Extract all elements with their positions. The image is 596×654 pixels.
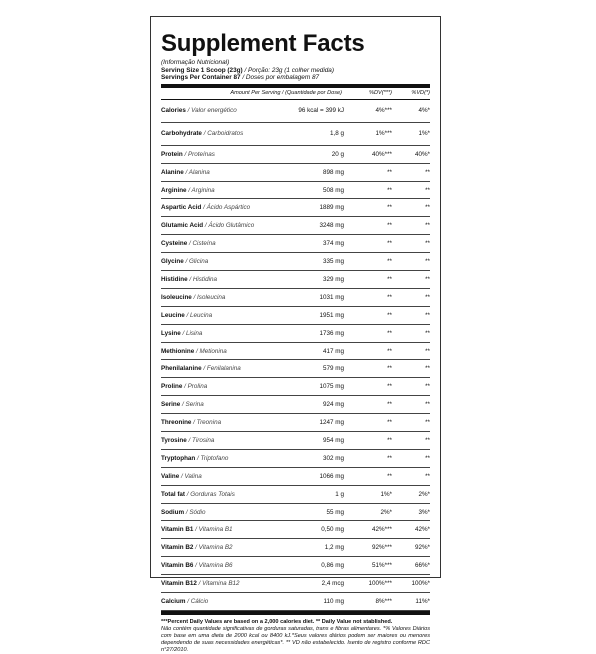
nutrient-name: Total fat / Gorduras Totais bbox=[161, 490, 235, 498]
nutrient-row bbox=[161, 504, 430, 522]
nutrient-dv-us: ** bbox=[387, 258, 392, 266]
nutrient-name: Carbohydrate / Carboidratos bbox=[161, 130, 244, 138]
nutrient-amount: 2,4 mcg bbox=[321, 580, 344, 588]
serving-size: Serving Size 1 Scoop (23g) / Porção: 23g (1 colher medida) bbox=[161, 66, 334, 74]
nutrient-dv-us: 51%*** bbox=[372, 562, 392, 570]
nutrient-amount: 0,50 mg bbox=[321, 526, 344, 534]
nutrient-dv-us: 92%*** bbox=[372, 544, 392, 552]
nutrient-dv-us: ** bbox=[387, 365, 392, 373]
nutrient-dv-us: 8%*** bbox=[375, 597, 392, 605]
nutrient-vd-br: ** bbox=[425, 311, 430, 319]
nutrient-vd-br: ** bbox=[425, 293, 430, 301]
nutrient-dv-us: ** bbox=[387, 401, 392, 409]
nutrient-amount: 55 mg bbox=[326, 508, 344, 516]
nutrient-name: Phenilalanine / Fenilalanina bbox=[161, 365, 241, 373]
nutrient-row bbox=[161, 468, 430, 486]
nutrient-vd-br: 40%* bbox=[414, 150, 430, 158]
nutrient-vd-br: ** bbox=[425, 240, 430, 248]
nutrient-name: Tyrosine / Tirosina bbox=[161, 436, 215, 444]
nutrient-amount: 110 mg bbox=[323, 597, 344, 605]
nutrient-name: Valine / Valina bbox=[161, 472, 202, 480]
nutrient-vd-br: ** bbox=[425, 419, 430, 427]
nutrient-amount: 1,2 mg bbox=[324, 544, 344, 552]
nutrient-dv-us: 4%*** bbox=[375, 107, 392, 115]
nutrient-name: Lysine / Lisina bbox=[161, 329, 203, 337]
nutrient-row bbox=[161, 521, 430, 539]
nutrient-dv-us: 1%*** bbox=[375, 130, 392, 138]
bottom-divider bbox=[161, 611, 430, 615]
nutrient-name: Calories / Valor energético bbox=[161, 107, 237, 115]
nutrient-amount: 579 mg bbox=[322, 365, 344, 373]
dv1-header: %DV(***) bbox=[368, 90, 392, 97]
nutrient-dv-us: 2%* bbox=[380, 508, 392, 516]
nutrient-amount: 924 mg bbox=[322, 401, 344, 409]
nutrient-row bbox=[161, 557, 430, 575]
nutrient-amount: 1,8 g bbox=[329, 130, 344, 138]
nutrient-name: Isoleucine / Isoleucina bbox=[161, 293, 226, 301]
nutrient-name: Histidine / Histidina bbox=[161, 275, 217, 283]
nutrient-amount: 20 g bbox=[331, 150, 344, 158]
nutrient-vd-br: ** bbox=[425, 275, 430, 283]
nutrient-row bbox=[161, 217, 430, 235]
nutrient-table bbox=[161, 100, 430, 611]
nutrient-row bbox=[161, 450, 430, 468]
nutrient-name: Arginine / Arginina bbox=[161, 186, 215, 194]
subtitle: (Informação Nutricional) bbox=[161, 59, 230, 66]
nutrient-amount: 954 mg bbox=[322, 436, 344, 444]
nutrient-row bbox=[161, 360, 430, 378]
nutrient-dv-us: ** bbox=[387, 240, 392, 248]
nutrient-vd-br: 42%* bbox=[414, 526, 430, 534]
nutrient-name: Aspartic Acid / Ácido Aspártico bbox=[161, 204, 251, 212]
nutrient-name: Glycine / Glicina bbox=[161, 258, 209, 266]
nutrient-amount: 898 mg bbox=[322, 168, 344, 176]
nutrient-dv-us: ** bbox=[387, 454, 392, 462]
nutrient-dv-us: ** bbox=[387, 186, 392, 194]
nutrient-row bbox=[161, 343, 430, 361]
nutrient-dv-us: ** bbox=[387, 311, 392, 319]
footnote bbox=[161, 619, 430, 654]
nutrient-amount: 329 mg bbox=[322, 275, 344, 283]
nutrient-name: Vitamin B12 / Vitamina B12 bbox=[161, 580, 240, 588]
nutrient-vd-br: ** bbox=[425, 204, 430, 212]
nutrient-dv-us: ** bbox=[387, 293, 392, 301]
nutrient-row bbox=[161, 253, 430, 271]
nutrient-name: Serine / Serina bbox=[161, 401, 204, 409]
nutrient-name: Vitamin B2 / Vitamina B2 bbox=[161, 544, 233, 552]
nutrient-amount: 417 mg bbox=[322, 347, 344, 355]
nutrient-vd-br: 66%* bbox=[414, 562, 430, 570]
nutrient-name: Vitamin B6 / Vitamina B6 bbox=[161, 562, 233, 570]
nutrient-amount: 374 mg bbox=[322, 240, 344, 248]
nutrient-dv-us: ** bbox=[387, 419, 392, 427]
nutrient-amount: 335 mg bbox=[322, 258, 344, 266]
panel-title: Supplement Facts bbox=[161, 30, 365, 57]
nutrient-row bbox=[161, 289, 430, 307]
nutrient-name: Glutamic Acid / Ácido Glutâmico bbox=[161, 222, 255, 230]
nutrient-row bbox=[161, 271, 430, 289]
nutrient-vd-br: 92%* bbox=[414, 544, 430, 552]
nutrient-name: Vitamin B1 / Vitamina B1 bbox=[161, 526, 233, 534]
supplement-facts-panel bbox=[150, 16, 441, 653]
nutrient-amount: 96 kcal = 399 kJ bbox=[298, 107, 344, 115]
nutrient-name: Methionine / Metionina bbox=[161, 347, 227, 355]
nutrient-vd-br: 11%* bbox=[415, 597, 430, 605]
nutrient-name: Alanine / Alanina bbox=[161, 168, 210, 176]
nutrient-dv-us: ** bbox=[387, 275, 392, 283]
nutrient-dv-us: ** bbox=[387, 472, 392, 480]
nutrient-amount: 1951 mg bbox=[319, 311, 344, 319]
nutrient-row bbox=[161, 164, 430, 182]
nutrient-row bbox=[161, 575, 430, 593]
nutrient-vd-br: ** bbox=[425, 383, 430, 391]
nutrient-row bbox=[161, 378, 430, 396]
nutrient-row bbox=[161, 396, 430, 414]
nutrient-row bbox=[161, 235, 430, 253]
footnote-bold: ***Percent Daily Values are based on a 2,000 calories diet. ** Daily Value not stablished. bbox=[161, 618, 393, 625]
nutrient-amount: 1066 mg bbox=[319, 472, 344, 480]
nutrient-row bbox=[161, 123, 430, 146]
nutrient-amount: 1736 mg bbox=[319, 329, 344, 337]
nutrient-dv-us: ** bbox=[387, 329, 392, 337]
nutrient-row bbox=[161, 325, 430, 343]
nutrient-vd-br: ** bbox=[425, 329, 430, 337]
nutrient-vd-br: ** bbox=[425, 365, 430, 373]
nutrient-row bbox=[161, 199, 430, 217]
nutrient-row bbox=[161, 182, 430, 200]
nutrient-vd-br: ** bbox=[425, 258, 430, 266]
nutrient-amount: 1075 mg bbox=[319, 383, 344, 391]
nutrient-dv-us: 100%*** bbox=[368, 580, 392, 588]
nutrient-vd-br: 2%* bbox=[418, 490, 430, 498]
nutrient-dv-us: ** bbox=[387, 347, 392, 355]
nutrient-row bbox=[161, 539, 430, 557]
nutrient-name: Leucine / Leucina bbox=[161, 311, 213, 319]
nutrient-row bbox=[161, 414, 430, 432]
nutrient-vd-br: ** bbox=[425, 472, 430, 480]
nutrient-amount: 1031 mg bbox=[319, 293, 344, 301]
amount-header: Amount Per Serving / (Quantidade por Dose) bbox=[230, 90, 342, 97]
nutrient-vd-br: ** bbox=[425, 454, 430, 462]
nutrient-vd-br: ** bbox=[425, 401, 430, 409]
nutrient-name: Protein / Proteínas bbox=[161, 150, 215, 158]
nutrient-dv-us: 42%*** bbox=[372, 526, 392, 534]
nutrient-dv-us: ** bbox=[387, 383, 392, 391]
nutrient-vd-br: 100%* bbox=[411, 580, 430, 588]
nutrient-row bbox=[161, 146, 430, 164]
nutrient-amount: 3248 mg bbox=[319, 222, 344, 230]
nutrient-row bbox=[161, 307, 430, 325]
footnote-italic: Não contém quantidade significativas de gorduras saturadas, trans e fibras alimentares. *% Valores Diários com base em uma dieta de 2000 kcal ou 8400 kJ.*Seus valores diários podem ser maiores ou menores dependendo de suas necessidades energéticas*. ** VD não estabelecido. Isento de registro conforme RDC n°27/2010. bbox=[161, 625, 430, 653]
nutrient-name: Sodium / Sódio bbox=[161, 508, 206, 516]
nutrient-dv-us: ** bbox=[387, 168, 392, 176]
servings-per-container: Servings Per Container 87 / Doses por embalagem 87 bbox=[161, 74, 320, 82]
nutrient-name: Cysteine / Cisteína bbox=[161, 240, 216, 248]
nutrient-dv-us: ** bbox=[387, 204, 392, 212]
nutrient-vd-br: 3%* bbox=[418, 508, 430, 516]
nutrient-dv-us: 1%* bbox=[380, 490, 392, 498]
column-header bbox=[161, 88, 430, 100]
nutrient-name: Tryptophan / Triptofano bbox=[161, 454, 229, 462]
dv2-header: %VD(*) bbox=[411, 90, 430, 97]
nutrient-dv-us: ** bbox=[387, 436, 392, 444]
nutrient-vd-br: ** bbox=[425, 186, 430, 194]
nutrient-vd-br: 1%* bbox=[418, 130, 430, 138]
nutrient-vd-br: 4%* bbox=[418, 107, 430, 115]
nutrient-dv-us: 40%*** bbox=[372, 150, 392, 158]
nutrient-name: Threonine / Treonina bbox=[161, 419, 222, 427]
nutrient-amount: 508 mg bbox=[322, 186, 344, 194]
nutrient-name: Calcium / Cálcio bbox=[161, 597, 209, 605]
nutrient-amount: 1247 mg bbox=[319, 419, 344, 427]
nutrient-vd-br: ** bbox=[425, 168, 430, 176]
nutrient-row bbox=[161, 486, 430, 504]
nutrient-amount: 0,86 mg bbox=[321, 562, 344, 570]
nutrient-row bbox=[161, 432, 430, 450]
nutrient-dv-us: ** bbox=[387, 222, 392, 230]
nutrient-vd-br: ** bbox=[425, 436, 430, 444]
nutrient-amount: 1889 mg bbox=[319, 204, 344, 212]
nutrient-amount: 1 g bbox=[335, 490, 344, 498]
nutrient-name: Proline / Prolina bbox=[161, 383, 208, 391]
nutrient-amount: 302 mg bbox=[322, 454, 344, 462]
nutrient-vd-br: ** bbox=[425, 347, 430, 355]
nutrient-row bbox=[161, 100, 430, 123]
nutrient-vd-br: ** bbox=[425, 222, 430, 230]
